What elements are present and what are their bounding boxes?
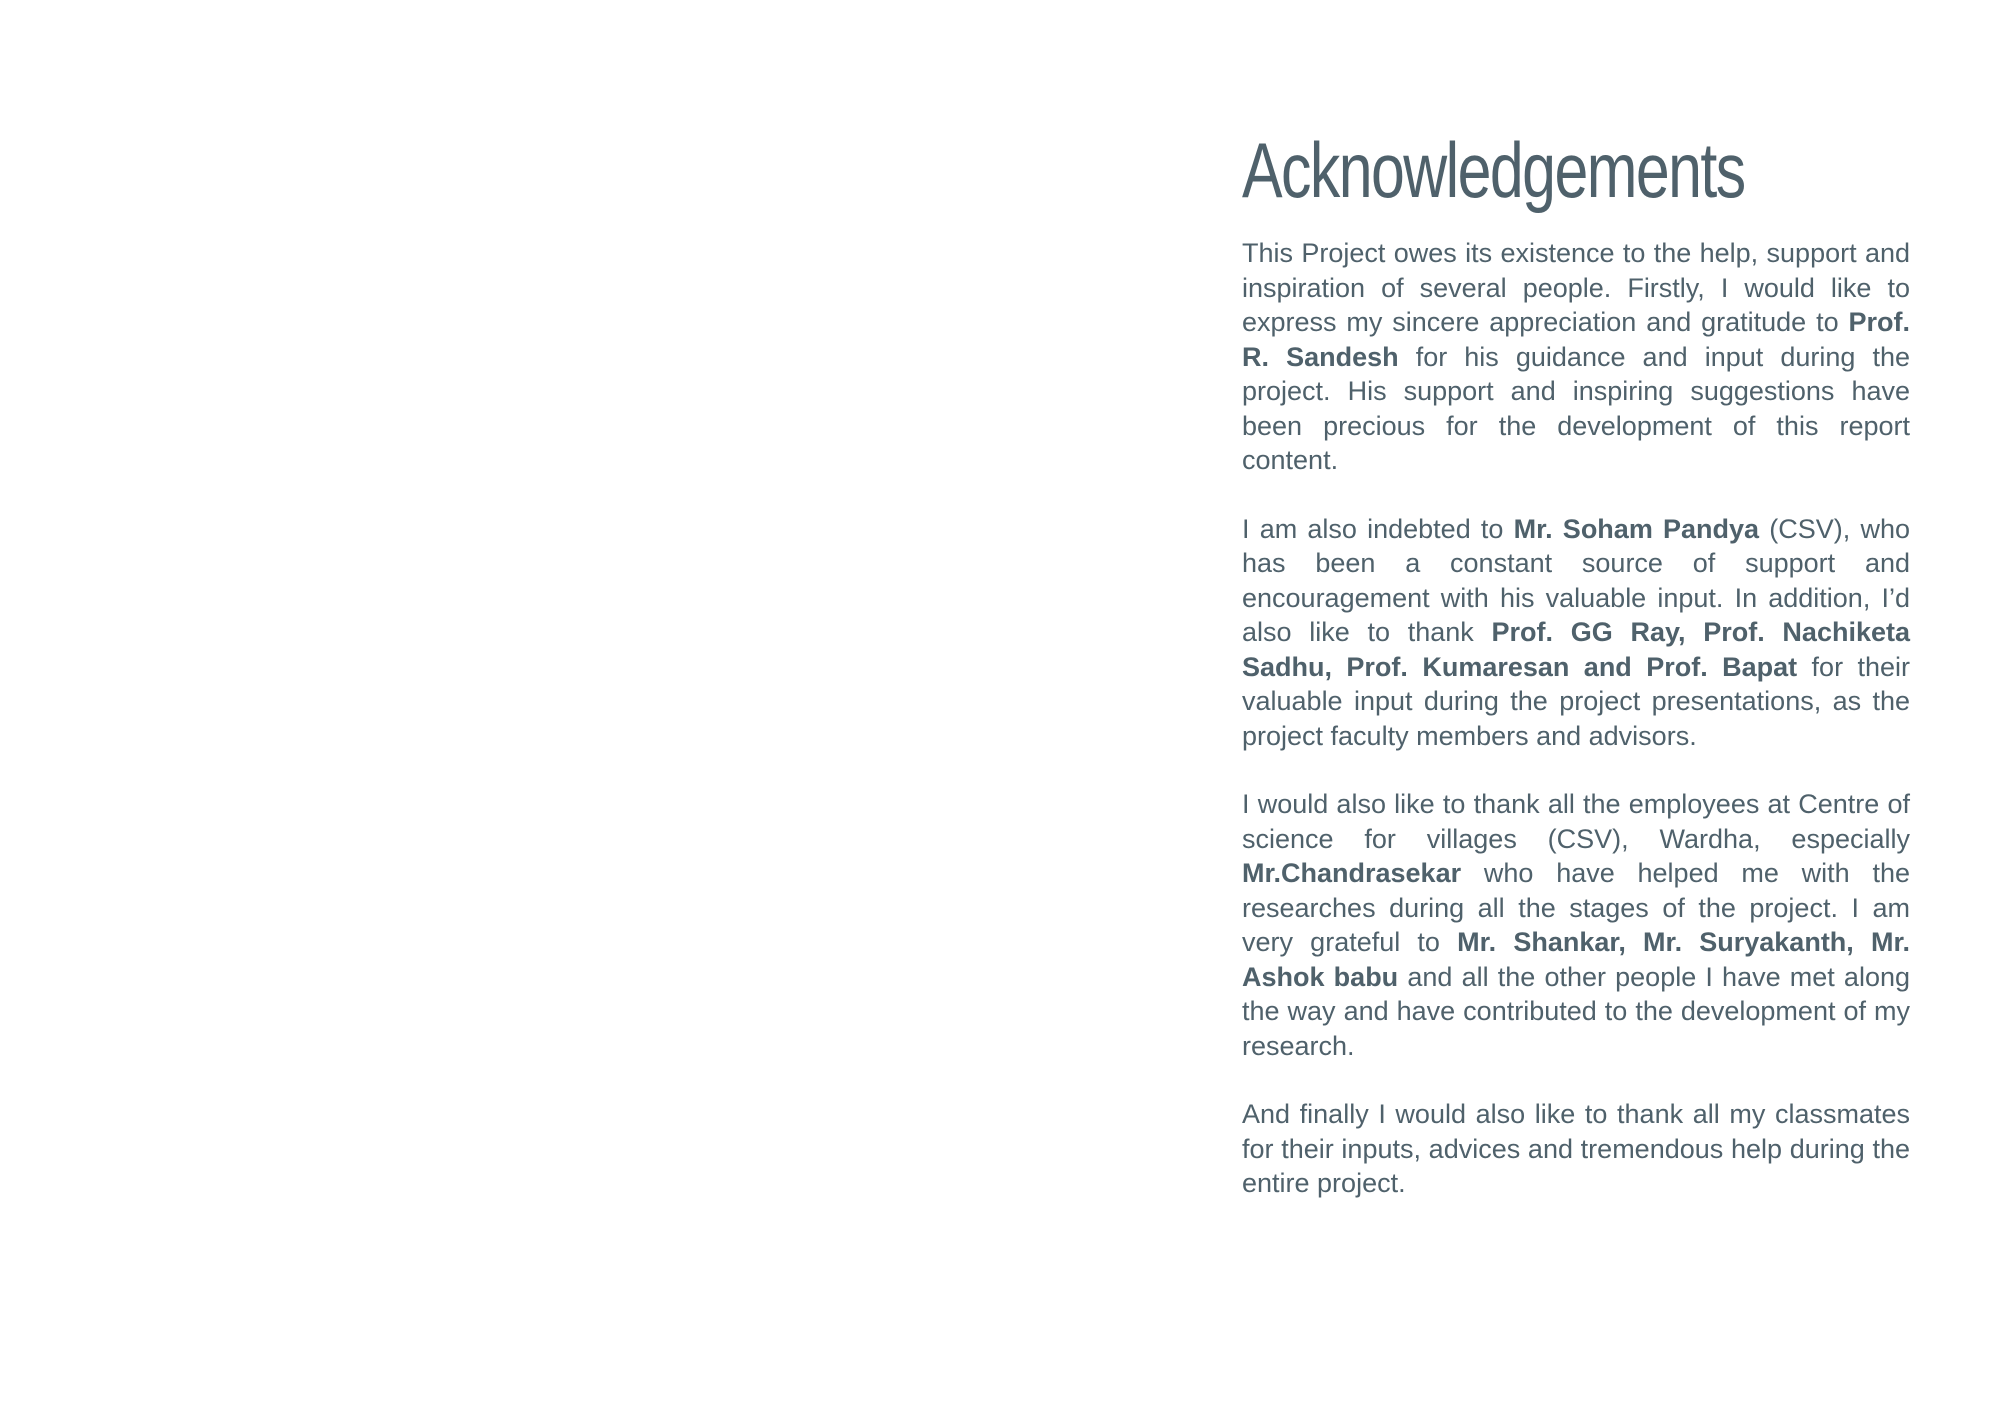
paragraph-text: and all the other people I have met along the way and have contributed to the development of my research. [1242, 961, 1911, 1061]
acknowledgements-section [1242, 128, 1910, 1235]
paragraph-4 [1242, 1097, 1910, 1201]
highlighted-name: Mr. Shankar, Mr. Suryakanth, Mr. Ashok babu [1242, 927, 1910, 992]
paragraph-text: (CSV), who has been a constant source of support and encouragement with his valuable input. In addition, I’d also like to thank [1242, 513, 1910, 648]
highlighted-name: Prof. R. Sandesh [1242, 307, 1910, 372]
highlighted-name: Prof. GG Ray, Prof. Nachiketa Sadhu, Prof. Kumaresan and Prof. Bapat [1242, 617, 1910, 682]
paragraph-3 [1242, 787, 1910, 1063]
paragraph-text: for their valuable input during the project presentations, as the project faculty members and advisors. [1242, 651, 1910, 751]
paragraph-1 [1242, 236, 1910, 478]
highlighted-name: Mr.Chandrasekar [1242, 858, 1462, 889]
paragraph-text: This Project owes its existence to the help, support and inspiration of several people. Firstly, I would like to express my sincere appreciation and gratitude to [1242, 238, 1910, 338]
paragraph-text: I am also indebted to [1242, 513, 1514, 544]
paragraph-text: And finally I would also like to thank all my classmates for their inputs, advices and tremendous help during the entire project. [1242, 1099, 1910, 1199]
paragraph-2 [1242, 512, 1910, 754]
paragraph-text: who have helped me with the researches during all the stages of the project. I am very grateful to [1242, 858, 1910, 958]
page-title: Acknowledgements [1242, 126, 1745, 214]
highlighted-name: Mr. Soham Pandya [1513, 513, 1760, 544]
paragraph-text: for his guidance and input during the project. His support and inspiring suggestions have been precious for the development of this report content. [1242, 341, 1910, 476]
paragraph-text: I would also like to thank all the employees at Centre of science for villages (CSV), Wardha, especially [1242, 789, 1910, 854]
